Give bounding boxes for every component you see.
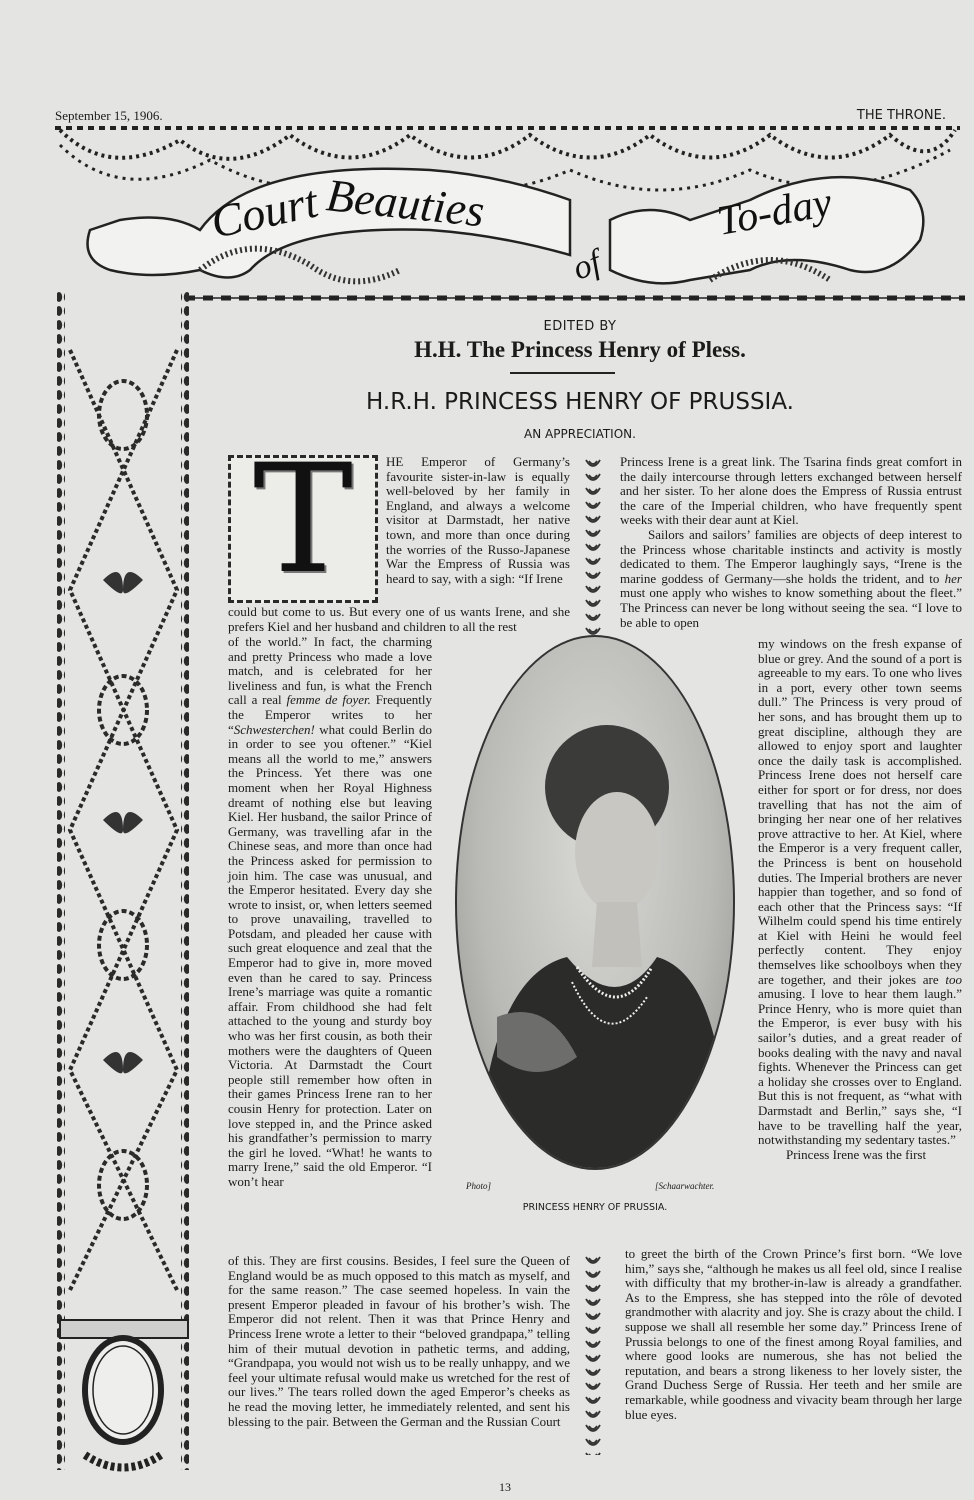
editor-name: H.H. The Princess Henry of Pless. (414, 337, 746, 362)
portrait-figure (457, 637, 735, 1170)
article-text-block: of this. They are first cousins. Besides, I feel sure the Queen of England would be as much opposed to this match as myself, and for the same reason.” The case seemed hopeless. In vain the present Emperor pleaded in favour of his brother’s wish. The Emperor did not relent. Then it was that Prince Henry and Princess Irene wrote a letter to their “beloved grandpapa,” telling him of their mutual devotion in pathetic terms, and adding, “Grandpapa, you would not wish us to be really unhappy, and we feel your ultimate refusal would make us wretched for the rest of our lives.” The tears rolled down the aged Emperor’s cheeks as he read the moving letter, he immediately relented, and sent his blessing to the pair. Between the German and the Russian Court (228, 1253, 570, 1429)
article-text-block: my windows on the fresh expanse of blue or grey. And the sound of a port is agreeable to my ears. To one who lives in a port, every other town seems dull.” The Princess is very proud of her sons, and has brought them up to great discipline, although they are allowed to enjoy sport and laughter once the daily task is accomplished. Princess Irene does not herself care either for sport or for dress, nor does travelling that has not the aim of bringing her near one of her relatives prove attractive to her. At Kiel, where the Emperor is a very frequent caller, the Princess is bent on household duties. The Imperial brothers are never happier than together, and so fond of each other that the Princess says: “If Wilhelm could spend his time entirely at Kiel with Heini he would feel perfectly content. They enjoy themselves like schoolboys when they are together, and their jokes are too amusing. I love to hear them laugh.” Prince Henry, who is more quiet than the Emperor, is ever busy with his sailor’s duties, and a great reader of books dealing with the navy and naval fights. Whenever the Princess can get a holiday she crosses over to England. But this is not frequent, as “what with Darmstadt and Berlin,” says she, “I have to be travelling half the year, notwithstanding my sedentary tastes.” Princess Irene was the first (758, 636, 962, 1162)
portrait-photo (455, 635, 735, 1170)
edited-by-label: EDITED BY (543, 319, 617, 334)
title-divider (510, 372, 615, 374)
banner-word-of: of (568, 243, 606, 288)
vine-ornament-icon (582, 458, 604, 643)
article-text-block: to greet the birth of the Crown Prince’s first born. “We love him,” says she, “although he makes us all feel old, since I realise with difficulty that my brother-in-law is already a grandfather. As to the Empress, she has stepped into the rôle of devoted grandmother with alacrity and joy. She is crazy about the child. I suppose we shall all resemble her some day.” Princess Irene of Prussia belongs to one of the finest among Royal families, and where good looks are numerous, she has not belied the reputation, and bears a strong likeness to her lovely sister, the Grand Duchess Serge of Russia. Her teeth and her smile are remarkable, while goodness and vivacity beam through her large blue eyes. (625, 1246, 962, 1422)
drop-cap: T (252, 433, 354, 607)
issue-date: September 15, 1906. (55, 108, 163, 123)
banner-word-beauties: Beauties (323, 169, 487, 237)
banner-word-court: Court (206, 175, 323, 248)
vine-ornament-icon (582, 1255, 604, 1455)
article-subtitle: AN APPRECIATION. (524, 427, 636, 441)
photographer-credit: [Schaarwachter. (655, 1181, 715, 1191)
article-text-block: of the world.” In fact, the charming and pretty Princess who made a love match, and is celebrated for her liveliness and fun, is what the French call a real femme de foyer. Frequently the Emperor writes to her “Schwesterchen! what could Berlin do in order to see you oftener.” “Kiel means all the world to me,” answers the Princess. Yet there was one moment when her Royal Highness dreamt of nothing else but leaving Kiel. Her husband, the sailor Prince of Germany, was travelling afar in the Chinese seas, and more than once had the Princess asked for permission to join him. The case was unusual, and the Emperor hesitated. Every day she wrote to insist, or, when letters seemed to prove unavailing, travelled to Potsdam, and pleaded her cause with such great eloquence and zeal that the Emperor had to give in, more moved even than he cared to say. Princess Irene’s marriage was quite a romantic affair. From childhood she had felt attached to the young and sturdy boy who was her first cousin, as both their mothers were the daughters of Queen Victoria. At Darmstadt the Court people still remember how often in their games Princess Irene ran to her cousin Henry for protection. Later on love stepped in, and the Prince asked his grandfather’s permission to marry the girl he loved. “What! he wants to marry Irene,” said the old Emperor. “I won’t hear (228, 634, 433, 1189)
photo-credit-label: Photo] (466, 1181, 492, 1191)
ornamental-border (55, 290, 195, 1480)
court-beauties-banner (50, 120, 970, 305)
page-number: 13 (499, 1480, 511, 1494)
publication-name: THE THRONE. (856, 108, 946, 123)
article-text-block: could but come to us. But every one of us wants Irene, and she prefers Kiel and her husband and children to all the rest (228, 604, 570, 634)
article-title: H.R.H. PRINCESS HENRY OF PRUSSIA. (366, 389, 794, 415)
article-text-block: Princess Irene is a great link. The Tsarina finds great comfort in the daily intercourse through letters exchanged between herself and her sister. To her alone does the Empress of Russia entrust the care of the Imperial children, who have frequently spent weeks with their dear aunt at Kiel. Sailors and sailors’ families are objects of deep interest to the Princess whose charitable instincts and activity is mostly dedicated to them. The Emperor laughingly says, “Irene is the marine goddess of Germany—she holds the trident, and to her must one apply who wishes to know something about the fleet.” The Princess can never be long without seeing the sea. “I love to be able to open (620, 454, 962, 630)
drop-cap-frame (228, 433, 378, 607)
banner-word-today: To-day (713, 179, 836, 245)
article-text-intro: HE Emperor of Germany’s favourite sister-in-law is equally well-beloved by her family in England, and always a welcome visitor at Darmstadt, her native town, and more than once during the worries of the Russo-Japanese War the Empress of Russia was heard to say, with a sigh: “If Irene (386, 454, 570, 586)
photo-caption: PRINCESS HENRY OF PRUSSIA. (522, 1202, 668, 1213)
